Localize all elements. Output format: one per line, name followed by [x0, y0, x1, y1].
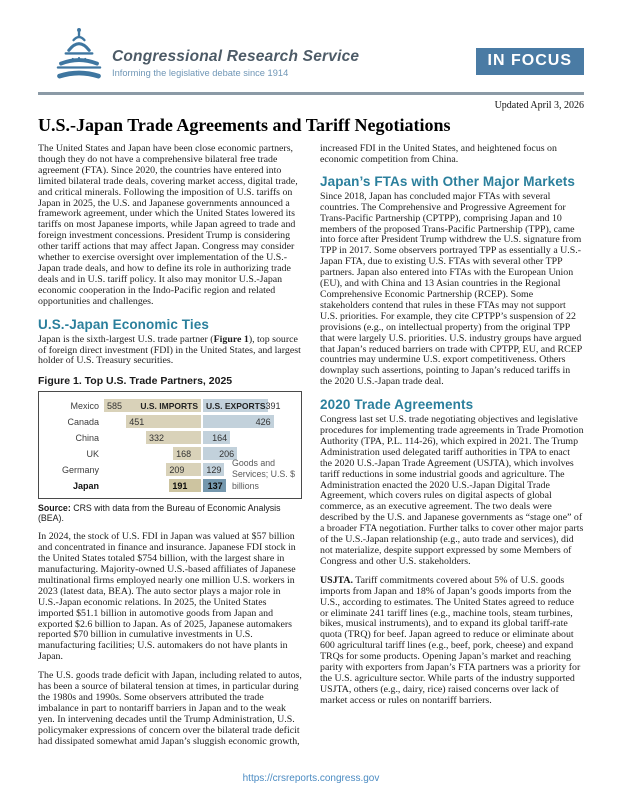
chart-category-label: Germany — [61, 464, 99, 475]
economic-ties-text-before: Japan is the sixth-largest U.S. trade partner ( — [38, 333, 214, 345]
japan-ftas-paragraph: Since 2018, Japan has concluded major FTAs with several countries. The Comprehensive and Progressive Agreement for Trans-Pacific Partnership (CPTPP), comprising Japan and 10 members of the proposed Trans-Pacific Partnership (TPP), came into force after President Trump withdrew the U.S. signature from TPP in 2017. Some observers portrayed TPP as essentially a U.S.-Japan FTA, due to existing U.S. FTAs with several other TPP partners. Japan also entered into FTAs with the European Union (EU), and with China and 13 Asian countries in the Regional Comprehensive Economic Partnership (RCEP). Some stakeholders contend that rules in these FTAs may not support U.S. priorities. For example, they cite CPTPP’s suspension of 22 provisions (e.g., on intellectual property) from the original TPP that were largely U.S. priorities. U.S. industry groups have argued that Japan’s reduced barriers on trade with CPTPP, EU, and RCEP countries may undermine U.S. export competitiveness. Others downplay such assertions, pointing to Japan’s reduced tariffs in the 2020 U.S.-Japan trade deal. — [320, 190, 582, 388]
chart-category-label: China — [75, 432, 99, 443]
imports-bar — [173, 447, 201, 460]
imports-bar-area — [104, 447, 201, 460]
in-focus-badge: IN FOCUS — [476, 48, 584, 75]
exports-value: 129 — [206, 464, 222, 475]
imports-value: 191 — [172, 480, 188, 491]
economic-ties-paragraph — [38, 335, 302, 368]
intro-paragraph: The United States and Japan have been close economic partners, though they do not have a comprehensive bilateral free trade agreement (FTA). Since 2020, the countries have entered into limited bilateral trade deals, covering market access, digital trade, and critical minerals. Following the imposition of U.S. tariffs on Japan in 2025, the U.S. and Japanese governments announced a framework agreement, under which the United States lowered its tariffs on most Japanese imports, while Japan agreed to trade and foreign investment concessions. President Trump is considering other tariff actions that may affect Japan. Congress may consider whether to exercise oversight over implementation of the U.S.-Japan trade deals, and how to define its role in authorizing trade deals and in U.S. tariff policy. It also may monitor U.S.-Japan economic cooperation in the Indo-Pacific region and related opportunities and challenges. — [38, 143, 298, 307]
crs-reports-link[interactable]: https://crsreports.congress.gov — [242, 773, 380, 784]
chart-category-label: Japan — [72, 480, 99, 491]
chart-category-label: Canada — [67, 416, 99, 427]
chart-units-note: Goods and Services; U.S. $ billions — [232, 458, 296, 491]
imports-bar-area — [104, 431, 201, 444]
usjta-lead: USJTA. — [320, 574, 354, 586]
chart-row — [43, 414, 297, 429]
exports-value: 137 — [207, 480, 223, 491]
section-heading-2020-trade-agreements: 2020 Trade Agreements — [320, 397, 474, 413]
exports-bar — [203, 479, 226, 492]
header-rule — [38, 92, 584, 95]
source-label: Source: — [38, 503, 71, 514]
left-column — [38, 144, 302, 756]
imports-value: 451 — [129, 416, 145, 427]
source-text: CRS with data from the Bureau of Economic Analysis (BEA). — [38, 503, 281, 524]
figure-chart — [38, 391, 302, 499]
exports-value: 164 — [212, 432, 228, 443]
trade-agreements-2020-paragraph: Congress last set U.S. trade negotiating objectives and legislative procedures for implementing trade agreements in Trade Promotion Authority (TPA, P.L. 114-26), which expired in 2021. The Trump Administration used delegated tariff authorities in TPA to enact the 2020 U.S.-Japan Trade Agreement (USJTA), which involves tariff reductions in some industrial goods and agriculture. The Administration enacted the 2020 U.S.-Japan Digital Trade Agreement, which covers rules on digital aspects of global commerce, as an executive agreement. The two deals were described by the U.S. and Japanese governments as “stage one” of a broader FTA negotiation. Further talks to cover other major parts of the U.S.-Japan relationship (e.g., auto trade and services), did not materialize, despite support expressed by some Members of Congress and other U.S. stakeholders. — [320, 414, 584, 567]
imports-value: 209 — [169, 464, 185, 475]
org-name: Congressional Research Service — [112, 48, 360, 65]
two-column-body — [0, 136, 622, 756]
trade-deficit-paragraph: The U.S. goods trade deficit with Japan, including related to autos, has been a source of bilateral tension at times, in particular during the 1980s and 1990s. Some observers attributed the trade imbalance in part to nontariff barriers in Japan and to the weak yen. In intervening decades until the Trump Administration, U.S. policymaker expressions of concern over the bilateral trade deficit had dissipated somewhat amid Japan’s sluggish economic growth, — [38, 670, 302, 747]
economic-ties-text-after: ), top source of foreign direct investment (FDI) in the United States, and largest holder of U.S. Treasury securities. — [38, 333, 301, 367]
imports-bar-area — [104, 479, 201, 492]
brand-text — [112, 26, 359, 78]
imports-series-label: U.S. IMPORTS — [140, 400, 198, 411]
imports-bar — [146, 431, 201, 444]
updated-date: Updated April 3, 2026 — [494, 100, 584, 111]
right-column — [320, 144, 584, 756]
usjta-paragraph — [320, 576, 584, 707]
imports-bar — [166, 463, 201, 476]
section-heading-economic-ties: U.S.-Japan Economic Ties — [38, 316, 209, 332]
exports-series-label: U.S. EXPORTS — [206, 400, 266, 411]
imports-bar-area — [104, 399, 201, 412]
exports-value: 426 — [255, 416, 271, 427]
header — [0, 0, 622, 136]
chart-category-label: Mexico — [70, 400, 99, 411]
exports-bar-area — [203, 415, 297, 428]
exports-value: 206 — [219, 448, 235, 459]
figure-1-reference: Figure 1 — [213, 333, 249, 345]
capitol-dome-logo-icon — [54, 26, 104, 84]
exports-bar — [203, 415, 274, 428]
continuation-paragraph: increased FDI in the United States, and heightened focus on economic competition from China. — [320, 143, 557, 165]
exports-bar-area — [203, 431, 297, 444]
imports-bar — [104, 399, 201, 412]
chart-row — [43, 430, 297, 445]
imports-value: 168 — [176, 448, 192, 459]
imports-bar-area — [104, 415, 201, 428]
chart-row — [43, 398, 297, 413]
usjta-text: Tariff commitments covered about 5% of U.S. goods imports from Japan and 18% of Japan’s goods imports from the U.S., according to estimates. The United States agreed to reduce or eliminate 241 tariff lines (e.g., machine tools, steam turbines, bikes, musical instruments), and to expand its global tariff-rate quota (TRQ) for beef. Japan agreed to reduce or eliminate about 600 agricultural tariff lines (e.g., beef, pork, cheese) and expand TRQs for some products. Opening Japan’s market and reaching parity with exporters from Japan’s FTA partners was a priority for the U.S. agriculture sector. While parts of the industry supported USJTA, others (e.g., dairy, rice) raised concerns over lack of market access or rules on nontariff barriers. — [320, 574, 581, 706]
section-heading-japan-ftas: Japan’s FTAs with Other Major Markets — [320, 173, 576, 189]
exports-bar — [203, 431, 230, 444]
footer — [0, 773, 622, 784]
page-title: U.S.-Japan Trade Agreements and Tariff Negotiations — [38, 115, 451, 135]
exports-value: 391 — [265, 400, 281, 411]
imports-bar — [169, 479, 201, 492]
imports-bar-area — [104, 463, 201, 476]
exports-bar — [203, 463, 224, 476]
exports-bar — [203, 399, 281, 412]
figure-source — [38, 503, 302, 523]
figure-title: Figure 1. Top U.S. Trade Partners, 2025 — [38, 375, 233, 388]
imports-value: 332 — [148, 432, 164, 443]
fdi-paragraph: In 2024, the stock of U.S. FDI in Japan was valued at $57 billion and concentrated in finance and insurance. Japanese FDI stock in the United States totaled $754 billion, with the largest share in manufacturing. Majority-owned U.S.-based affiliates of Japanese multinational firms employed nearly one million U.S. workers in 2023 (latest data, BEA). The auto sector plays a major role in U.S.-Japan economic relations. In 2025, the United States imported $51.1 billion in automotive goods from Japan and exported $2.6 billion to Japan. As of 2025, Japanese automakers reported $70 billion in cumulative investments in U.S. manufacturing facilities; U.S. automakers do not have plants in Japan. — [38, 531, 296, 663]
imports-value: 585 — [107, 400, 123, 411]
exports-bar-area — [203, 399, 297, 412]
imports-bar — [126, 415, 201, 428]
org-tagline: Informing the legislative debate since 1914 — [112, 68, 289, 78]
chart-category-label: UK — [86, 448, 99, 459]
